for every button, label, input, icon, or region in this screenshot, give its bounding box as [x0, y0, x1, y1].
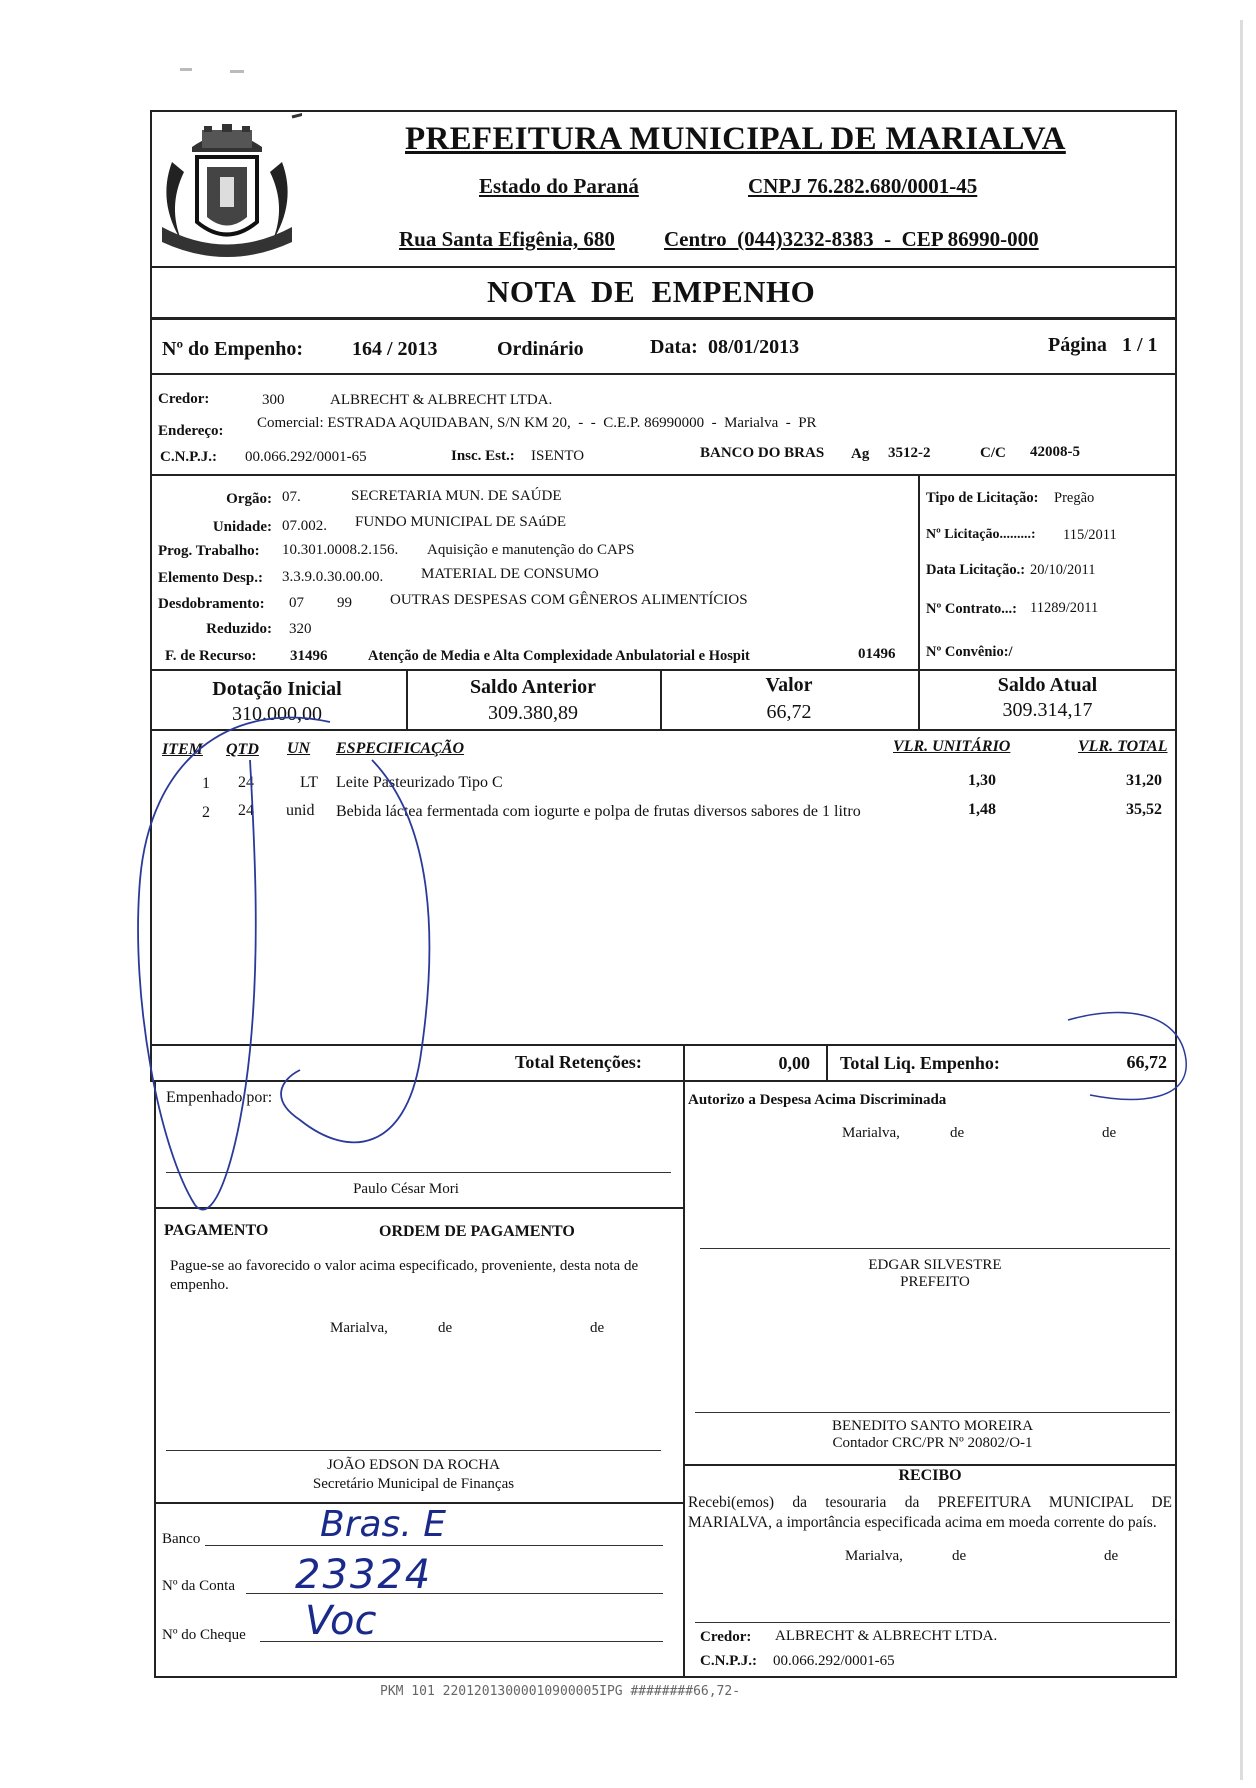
items-header-spec: ESPECIFICAÇÃO	[336, 740, 465, 757]
valor-label: Valor	[765, 674, 813, 696]
empenho-type: Ordinário	[497, 338, 584, 360]
recurso-label: F. de Recurso:	[165, 648, 257, 664]
page-number: 1 / 1	[1122, 334, 1158, 356]
item-total-value: 35,52	[1126, 801, 1162, 818]
pagamento-de-1: de	[438, 1320, 453, 1336]
elemento-label: Elemento Desp.:	[158, 570, 263, 586]
cc-value: 42008-5	[1030, 444, 1080, 460]
empenhado-label: Empenhado por:	[166, 1089, 273, 1106]
recibo-cnpj: 00.066.292/0001-65	[773, 1653, 895, 1669]
empenho-number: 164 / 2013	[352, 338, 438, 360]
licitacao-data: 20/10/2011	[1030, 562, 1096, 578]
desdobramento-label: Desdobramento:	[158, 596, 265, 612]
table-row	[150, 801, 1177, 847]
table-row	[150, 772, 1177, 798]
insc-label: Insc. Est.:	[451, 448, 515, 464]
pagamento-de-2: de	[590, 1320, 605, 1336]
unidade-code: 07.002.	[282, 518, 327, 534]
scan-speck	[180, 68, 192, 71]
item-total-value: 31,20	[1126, 772, 1162, 789]
banco-handwritten: Bras. E	[320, 1504, 446, 1545]
conta-handwritten: 23324	[295, 1552, 433, 1598]
retencoes-label: Total Retenções:	[515, 1052, 642, 1072]
page-label: Página	[1048, 334, 1107, 356]
reduzido-value: 320	[289, 621, 312, 637]
secretario-name: JOÃO EDSON DA ROCHA	[327, 1457, 500, 1473]
prog-code: 10.301.0008.2.156.	[282, 542, 399, 558]
recibo-place: Marialva,	[845, 1548, 903, 1564]
prog-name: Aquisição e manutenção do CAPS	[427, 542, 635, 558]
divider	[918, 474, 920, 671]
licitacao-num: 115/2011	[1063, 527, 1117, 543]
recurso-number: 01496	[858, 646, 896, 662]
item-spec: Bebida láctea fermentada com iogurte e polpa de frutas diversos sabores de 1 litro	[336, 803, 861, 820]
recibo-cnpj-label: C.N.P.J.:	[700, 1653, 757, 1669]
divider	[150, 266, 1177, 268]
saldo-anterior-label: Saldo Anterior	[469, 676, 597, 698]
item-spec: Leite Pasteurizado Tipo C	[336, 774, 503, 791]
unidade-name: FUNDO MUNICIPAL DE SAúDE	[355, 514, 566, 530]
divider	[683, 1464, 1177, 1466]
item-unit-value: 1,48	[968, 801, 996, 818]
recibo-credor-name: ALBRECHT & ALBRECHT LTDA.	[775, 1628, 998, 1644]
items-header-qtd: QTD	[226, 741, 259, 758]
unidade-label: Unidade:	[212, 519, 272, 535]
reduzido-label: Reduzido:	[206, 621, 272, 637]
pagamento-label: PAGAMENTO	[164, 1222, 269, 1239]
address-contact: Centro (044)3232-8383 - CEP 86990-000	[664, 227, 1039, 251]
item-un: unid	[286, 802, 315, 819]
credor-code: 300	[262, 392, 285, 408]
prefeito-name: EDGAR SILVESTRE	[868, 1257, 1002, 1273]
divider	[826, 1044, 828, 1082]
empenho-date: 08/01/2013	[708, 336, 800, 358]
contador-name: BENEDITO SANTO MOREIRA	[831, 1418, 1034, 1434]
divider	[683, 1044, 685, 1082]
scan-mark	[171, 100, 371, 103]
recurso-code: 31496	[290, 648, 328, 664]
state-label: Estado do Paraná	[479, 174, 639, 198]
secretario-role: Secretário Municipal de Finanças	[312, 1476, 515, 1492]
scan-edge	[1240, 20, 1243, 1780]
recibo-credor-label: Credor:	[700, 1629, 752, 1645]
signature-line	[166, 1172, 671, 1173]
convenio-label: Nº Convênio:/	[926, 644, 1013, 660]
divider	[154, 1207, 683, 1209]
pagamento-place: Marialva,	[330, 1320, 388, 1336]
prog-label: Prog. Trabalho:	[158, 543, 260, 559]
empenho-number-label: Nº do Empenho:	[162, 338, 304, 360]
items-header-item: ITEM	[162, 741, 203, 758]
elemento-code: 3.3.9.0.30.00.00.	[282, 569, 384, 585]
desdobramento-b: 99	[337, 595, 352, 611]
orgao-label: Orgão:	[226, 491, 272, 507]
licitacao-data-label: Data Licitação.:	[926, 562, 1026, 578]
licitacao-tipo: Pregão	[1054, 490, 1095, 506]
address-label: Endereço:	[158, 423, 224, 439]
liquido-label: Total Liq. Empenho:	[840, 1053, 1000, 1073]
banco-label: Banco	[162, 1531, 201, 1547]
item-qtd: 24	[238, 802, 254, 819]
banco-line	[205, 1545, 663, 1546]
conta-label: Nº da Conta	[162, 1578, 235, 1594]
cheque-handwritten: Voc	[305, 1598, 377, 1644]
scan-speck	[230, 70, 244, 73]
item-number: 1	[202, 775, 210, 792]
recibo-label: RECIBO	[898, 1467, 962, 1484]
ordem-pagamento-label: ORDEM DE PAGAMENTO	[379, 1223, 575, 1240]
empenhado-name: Paulo César Mori	[353, 1181, 459, 1197]
municipal-coat-of-arms-icon	[152, 112, 302, 264]
cnpj-header: CNPJ 76.282.680/0001-45	[748, 174, 978, 198]
ag-label: Ag	[851, 446, 870, 462]
credor-name: ALBRECHT & ALBRECHT LTDA.	[330, 392, 553, 408]
desdobramento-name: OUTRAS DESPESAS COM GÊNEROS ALIMENTÍCIOS	[390, 592, 748, 608]
prefeito-role: PREFEITO	[900, 1274, 970, 1290]
credor-cnpj: 00.066.292/0001-65	[245, 449, 367, 465]
saldo-atual-label: Saldo Atual	[997, 674, 1098, 696]
licitacao-num-label: Nº Licitação.........:	[926, 527, 1036, 542]
contador-role: Contador CRC/PR Nº 20802/O-1	[832, 1435, 1033, 1451]
document-title: NOTA DE EMPENHO	[487, 274, 816, 309]
signature-line	[166, 1450, 661, 1451]
cheque-label: Nº do Cheque	[162, 1627, 246, 1643]
desdobramento-a: 07	[289, 595, 304, 611]
cc-label: C/C	[980, 445, 1006, 461]
contrato-number: 11289/2011	[1030, 600, 1099, 616]
dotacao-value: 310.000,00	[232, 703, 322, 725]
autorizo-label: Autorizo a Despesa Acima Discriminada	[688, 1092, 947, 1108]
signature-line	[695, 1412, 1170, 1413]
valor-value: 66,72	[766, 701, 812, 723]
address-street: Rua Santa Efigênia, 680	[399, 227, 615, 251]
recibo-de-2: de	[1104, 1548, 1119, 1564]
totals-row	[150, 1044, 1177, 1082]
items-header-unit-value: VLR. UNITÁRIO	[893, 738, 1011, 755]
autorizo-de-1: de	[950, 1125, 965, 1141]
orgao-name: SECRETARIA MUN. DE SAÚDE	[351, 488, 562, 504]
saldo-anterior-value: 309.380,89	[488, 702, 578, 724]
retencoes-value: 0,00	[778, 1053, 810, 1073]
orgao-code: 07.	[282, 489, 301, 505]
pague-text: Pague-se ao favorecido o valor acima especificado, proveniente, desta nota de empenho.	[170, 1258, 639, 1293]
credor-label: Credor:	[158, 391, 210, 407]
divider	[683, 1080, 685, 1678]
item-qtd: 24	[238, 774, 254, 791]
credor-address: Comercial: ESTRADA AQUIDABAN, S/N KM 20, - - C.E.P. 86990000 - Marialva - PR	[257, 415, 817, 431]
elemento-name: MATERIAL DE CONSUMO	[421, 566, 599, 582]
items-header-un: UN	[287, 740, 311, 757]
recibo-text: Recebi(emos) da tesouraria da PREFEITURA MUNICIPAL DE MARIALVA, a importância especificada acima em moeda corrente do país.	[688, 1494, 1172, 1531]
barcode-text: PKM 101 22012013000010900005IPG ########66,72-	[380, 1684, 741, 1699]
recurso-name: Atenção de Media e Alta Complexidade Anbulatorial e Hospit	[368, 648, 750, 664]
municipality-title: PREFEITURA MUNICIPAL DE MARIALVA	[405, 121, 1066, 157]
bank-name: BANCO DO BRAS	[700, 445, 825, 461]
dotacao-label: Dotação Inicial	[212, 678, 342, 700]
autorizo-place: Marialva,	[842, 1125, 900, 1141]
item-unit-value: 1,30	[968, 772, 996, 789]
items-header-total-value: VLR. TOTAL	[1078, 738, 1168, 755]
recibo-de-1: de	[952, 1548, 967, 1564]
insc-value: ISENTO	[531, 448, 585, 464]
liquido-value: 66,72	[1126, 1052, 1167, 1072]
empenho-date-label: Data:	[650, 336, 698, 358]
ag-value: 3512-2	[888, 445, 931, 461]
licitacao-tipo-label: Tipo de Licitação:	[926, 490, 1039, 506]
item-un: LT	[300, 774, 319, 791]
signature-line	[700, 1248, 1170, 1249]
saldo-atual-value: 309.314,17	[1002, 699, 1093, 721]
cnpj-label: C.N.P.J.:	[160, 449, 217, 465]
signature-line	[695, 1622, 1170, 1623]
contrato-label: Nº Contrato...:	[926, 601, 1017, 617]
item-number: 2	[202, 804, 210, 821]
autorizo-de-2: de	[1102, 1125, 1117, 1141]
